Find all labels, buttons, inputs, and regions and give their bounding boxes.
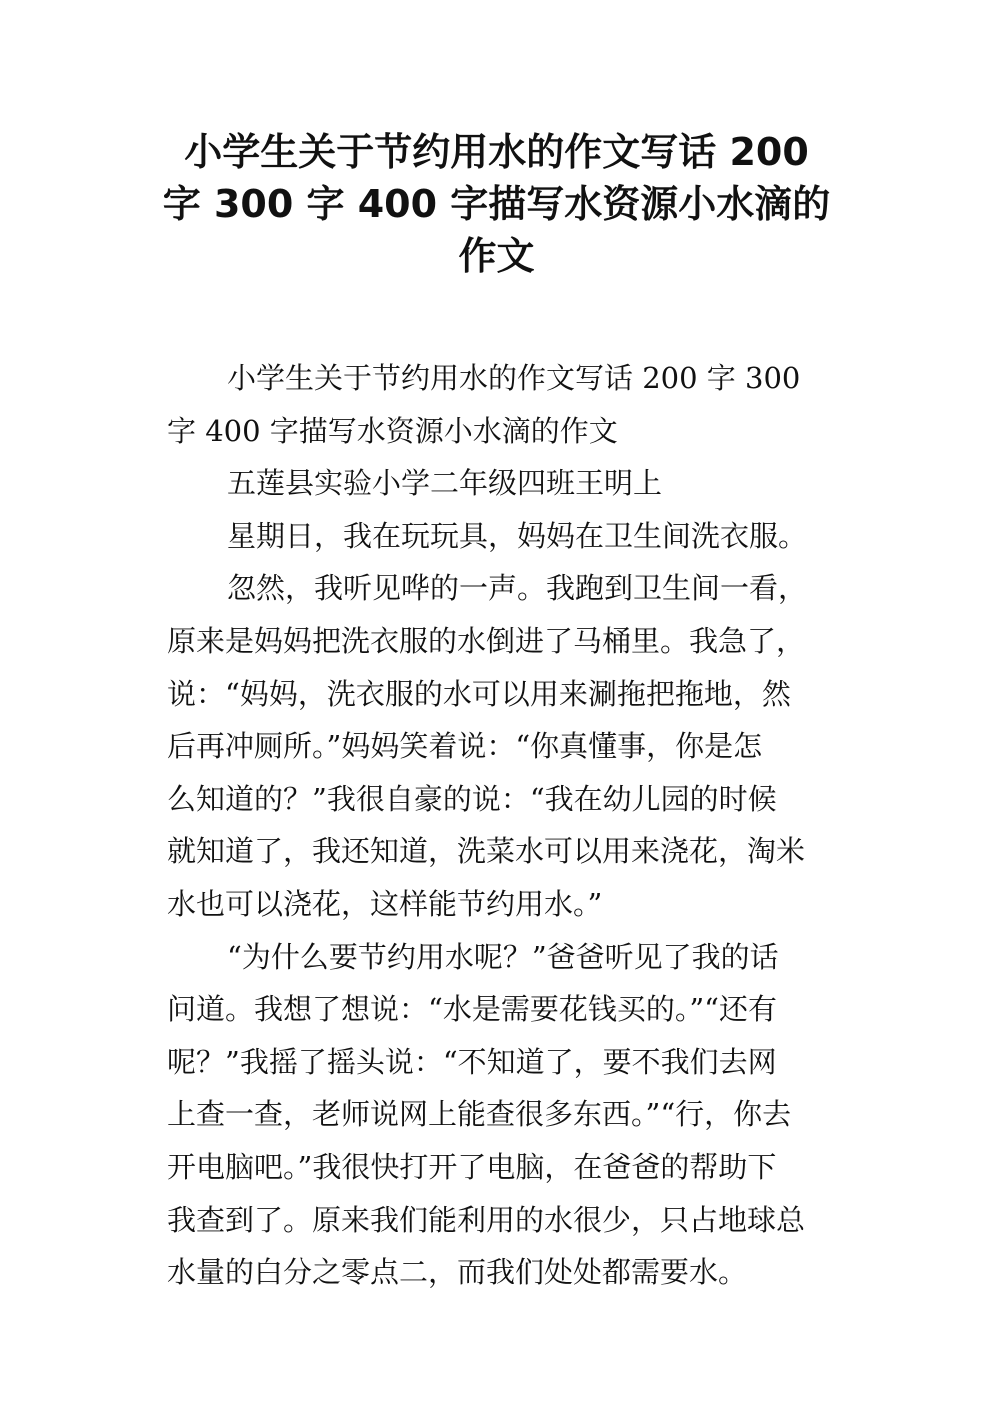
body-line: 呢？”我摇了摇头说：“不知道了，要不我们去网 — [167, 1044, 777, 1079]
title-line: 字 300 字 400 字描写水资源小水滴的 — [162, 182, 831, 226]
body-line: 说：“妈妈，洗衣服的水可以用来涮拖把拖地，然 — [167, 676, 791, 711]
body-line: 字 400 字描写水资源小水滴的作文 — [167, 413, 618, 448]
body-line: 水量的白分之零点二，而我们处处都需要水。 — [167, 1255, 748, 1290]
title-line: 小学生关于节约用水的作文写话 200 — [184, 130, 809, 174]
body-line: 忽然，我听见哗的一声。我跑到卫生间一看， — [227, 571, 808, 606]
body-line: 问道。我想了想说：“水是需要花钱买的。”“还有 — [167, 992, 777, 1027]
title-line: 作文 — [458, 234, 535, 278]
author-line: 五莲县实验小学二年级四班王明上 — [227, 466, 663, 501]
body-line: 我查到了。原来我们能利用的水很少，只占地球总 — [167, 1202, 806, 1237]
body-line: 就知道了，我还知道，洗菜水可以用来浇花，淘米 — [167, 834, 806, 869]
body-line: 水也可以浇花，这样能节约用水。” — [167, 886, 603, 921]
body-line: “为什么要节约用水呢？”爸爸听见了我的话 — [227, 939, 779, 974]
body-line: 开电脑吧。”我很快打开了电脑，在爸爸的帮助下 — [167, 1149, 777, 1184]
body-line: 么知道的？”我很自豪的说：“我在幼儿园的时候 — [167, 781, 777, 816]
document-title — [150, 126, 843, 282]
body-line: 上查一查，老师说网上能查很多东西。”“行，你去 — [167, 1097, 792, 1132]
document-body — [167, 352, 827, 1299]
body-line: 小学生关于节约用水的作文写话 200 字 300 — [227, 361, 801, 395]
body-line: 星期日，我在玩玩具，妈妈在卫生间洗衣服。 — [227, 518, 808, 553]
body-line: 后再冲厕所。”妈妈笑着说：“你真懂事，你是怎 — [167, 729, 763, 764]
body-line: 原来是妈妈把洗衣服的水倒进了马桶里。我急了， — [167, 623, 806, 658]
